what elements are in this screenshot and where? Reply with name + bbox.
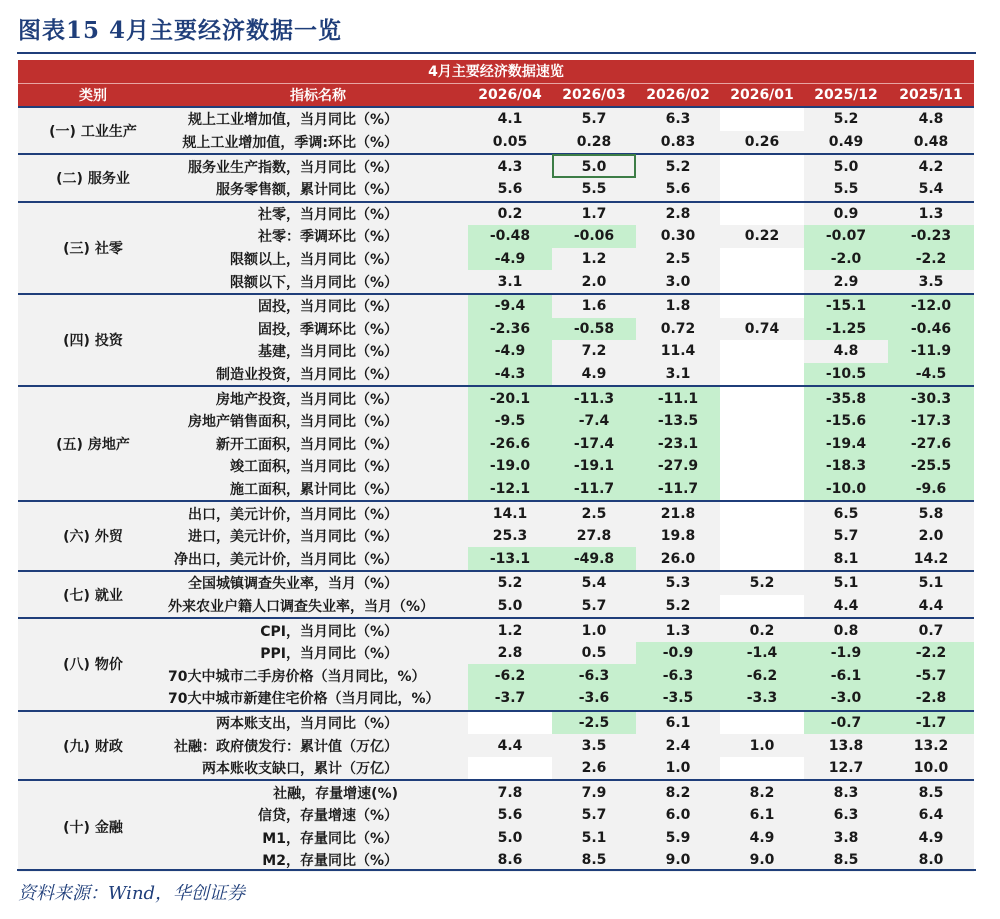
indicator-name: 出口，美元计价，当月同比（%） <box>168 501 468 525</box>
table-row <box>18 107 974 131</box>
value-cell: 0.72 <box>636 318 720 341</box>
value-cell: -2.36 <box>468 318 552 341</box>
value-cell: -11.3 <box>552 386 636 410</box>
value-cell: -7.4 <box>552 410 636 433</box>
value-cell: 5.7 <box>552 107 636 131</box>
indicator-name: M2，存量同比（%） <box>168 849 468 872</box>
value-cell: 21.8 <box>636 501 720 525</box>
column-header: 2026/04 <box>468 83 552 107</box>
value-cell: 0.22 <box>720 225 804 248</box>
value-cell: 3.5 <box>552 734 636 757</box>
value-cell: 3.1 <box>636 363 720 387</box>
value-cell <box>720 270 804 294</box>
value-cell: 2.0 <box>888 525 974 548</box>
value-cell: 6.5 <box>804 501 888 525</box>
value-cell: 5.5 <box>804 178 888 202</box>
value-cell: -6.1 <box>804 664 888 687</box>
value-cell: -0.58 <box>552 318 636 341</box>
table-row <box>18 571 974 595</box>
value-cell: 0.83 <box>636 131 720 155</box>
value-cell: 25.3 <box>468 525 552 548</box>
value-cell <box>720 154 804 178</box>
value-cell: 9.0 <box>636 849 720 872</box>
value-cell: -1.9 <box>804 642 888 665</box>
value-cell: 6.4 <box>888 804 974 827</box>
value-cell: -27.6 <box>888 433 974 456</box>
value-cell: 8.2 <box>720 780 804 804</box>
table-row <box>18 780 974 804</box>
value-cell: 8.0 <box>888 849 974 872</box>
value-cell: 5.6 <box>468 178 552 202</box>
value-cell: 0.5 <box>552 642 636 665</box>
value-cell: -3.3 <box>720 687 804 711</box>
indicator-name: 信贷，存量增速（%） <box>168 804 468 827</box>
value-cell: 6.1 <box>720 804 804 827</box>
header-row <box>18 83 974 107</box>
value-cell <box>720 248 804 271</box>
value-cell: 2.0 <box>552 270 636 294</box>
value-cell: -9.4 <box>468 294 552 318</box>
value-cell: 5.0 <box>804 154 888 178</box>
category-cell: (四) 投资 <box>18 294 168 386</box>
value-cell: -5.7 <box>888 664 974 687</box>
value-cell: 5.5 <box>552 178 636 202</box>
value-cell: 1.0 <box>720 734 804 757</box>
indicator-name: 规上工业增加值，当月同比（%） <box>168 107 468 131</box>
value-cell <box>468 757 552 781</box>
value-cell: 4.9 <box>552 363 636 387</box>
value-cell: -15.6 <box>804 410 888 433</box>
indicator-name: M1，存量同比（%） <box>168 827 468 850</box>
value-cell: -12.0 <box>888 294 974 318</box>
value-cell: 5.7 <box>552 804 636 827</box>
value-cell: 8.2 <box>636 780 720 804</box>
value-cell: 13.8 <box>804 734 888 757</box>
value-cell: 5.2 <box>804 107 888 131</box>
value-cell: 0.2 <box>468 202 552 226</box>
value-cell: 5.0 <box>552 154 636 178</box>
value-cell: -4.5 <box>888 363 974 387</box>
value-cell <box>720 202 804 226</box>
table-banner: 4月主要经济数据速览 <box>18 60 974 83</box>
indicator-name: 两本账支出，当月同比（%） <box>168 711 468 735</box>
column-header: 2026/01 <box>720 83 804 107</box>
column-header: 2026/03 <box>552 83 636 107</box>
indicator-name: 服务业生产指数，当月同比（%） <box>168 154 468 178</box>
value-cell: 1.0 <box>552 618 636 642</box>
value-cell: 0.8 <box>804 618 888 642</box>
indicator-name: 全国城镇调查失业率，当月（%） <box>168 571 468 595</box>
table-row <box>18 501 974 525</box>
value-cell <box>720 433 804 456</box>
value-cell <box>720 757 804 781</box>
value-cell: -1.7 <box>888 711 974 735</box>
value-cell: -6.3 <box>552 664 636 687</box>
value-cell: -3.7 <box>468 687 552 711</box>
value-cell: 5.4 <box>552 571 636 595</box>
figure-title: 图表15 4月主要经济数据一览 <box>18 17 343 44</box>
value-cell: 5.1 <box>552 827 636 850</box>
bottom-divider <box>17 869 976 871</box>
title-divider <box>17 52 976 54</box>
value-cell: -2.0 <box>804 248 888 271</box>
value-cell: 5.6 <box>468 804 552 827</box>
value-cell: -49.8 <box>552 547 636 571</box>
value-cell: 5.2 <box>636 154 720 178</box>
value-cell: 0.74 <box>720 318 804 341</box>
value-cell: -19.0 <box>468 455 552 478</box>
value-cell: -17.4 <box>552 433 636 456</box>
category-cell: (九) 财政 <box>18 711 168 781</box>
value-cell: 10.0 <box>888 757 974 781</box>
value-cell: 8.3 <box>804 780 888 804</box>
value-cell: 5.3 <box>636 571 720 595</box>
value-cell: 4.8 <box>804 340 888 363</box>
value-cell: 4.2 <box>888 154 974 178</box>
value-cell: 5.2 <box>636 595 720 619</box>
value-cell: 0.9 <box>804 202 888 226</box>
value-cell <box>720 455 804 478</box>
indicator-name: 竣工面积，当月同比（%） <box>168 455 468 478</box>
value-cell: 1.2 <box>468 618 552 642</box>
value-cell: -9.6 <box>888 478 974 502</box>
value-cell: 27.8 <box>552 525 636 548</box>
value-cell: -6.2 <box>720 664 804 687</box>
indicator-name: PPI，当月同比（%） <box>168 642 468 665</box>
indicator-name: 房地产投资，当月同比（%） <box>168 386 468 410</box>
value-cell: -0.06 <box>552 225 636 248</box>
value-cell: 19.8 <box>636 525 720 548</box>
value-cell: 1.2 <box>552 248 636 271</box>
value-cell: -10.5 <box>804 363 888 387</box>
column-header: 2025/12 <box>804 83 888 107</box>
value-cell: 5.0 <box>468 595 552 619</box>
value-cell: 9.0 <box>720 849 804 872</box>
value-cell: -3.6 <box>552 687 636 711</box>
value-cell: -10.0 <box>804 478 888 502</box>
value-cell: 7.2 <box>552 340 636 363</box>
value-cell: -3.5 <box>636 687 720 711</box>
value-cell <box>720 386 804 410</box>
value-cell: 3.0 <box>636 270 720 294</box>
value-cell: 8.6 <box>468 849 552 872</box>
value-cell: 14.1 <box>468 501 552 525</box>
indicator-name: 两本账收支缺口，累计（万亿） <box>168 757 468 781</box>
value-cell <box>720 178 804 202</box>
value-cell: -2.8 <box>888 687 974 711</box>
column-header: 2025/11 <box>888 83 974 107</box>
value-cell: -4.9 <box>468 340 552 363</box>
category-cell: (八) 物价 <box>18 618 168 710</box>
value-cell <box>720 363 804 387</box>
category-cell: (二) 服务业 <box>18 154 168 201</box>
value-cell: -2.5 <box>552 711 636 735</box>
indicator-name: CPI，当月同比（%） <box>168 618 468 642</box>
value-cell: -23.1 <box>636 433 720 456</box>
value-cell <box>720 595 804 619</box>
value-cell: -30.3 <box>888 386 974 410</box>
value-cell: 8.1 <box>804 547 888 571</box>
source-note: 资料来源：Wind，华创证券 <box>18 883 246 904</box>
category-cell: (三) 社零 <box>18 202 168 294</box>
value-cell: -15.1 <box>804 294 888 318</box>
value-cell: 1.3 <box>636 618 720 642</box>
value-cell <box>720 410 804 433</box>
indicator-name: 固投，当月同比（%） <box>168 294 468 318</box>
value-cell: 5.7 <box>552 595 636 619</box>
value-cell: 14.2 <box>888 547 974 571</box>
table-row <box>18 711 974 735</box>
value-cell: 1.7 <box>552 202 636 226</box>
value-cell: -6.3 <box>636 664 720 687</box>
indicator-name: 限额以上，当月同比（%） <box>168 248 468 271</box>
indicator-name: 70大中城市新建住宅价格（当月同比，%） <box>168 687 468 711</box>
value-cell: -20.1 <box>468 386 552 410</box>
value-cell: -0.23 <box>888 225 974 248</box>
value-cell: 2.8 <box>636 202 720 226</box>
value-cell: -27.9 <box>636 455 720 478</box>
value-cell: 1.6 <box>552 294 636 318</box>
value-cell: -11.9 <box>888 340 974 363</box>
value-cell: -9.5 <box>468 410 552 433</box>
economic-data-table <box>18 60 974 872</box>
value-cell: -0.48 <box>468 225 552 248</box>
value-cell: 4.4 <box>804 595 888 619</box>
value-cell <box>720 525 804 548</box>
value-cell: -1.4 <box>720 642 804 665</box>
indicator-name: 社零：季调环比（%） <box>168 225 468 248</box>
value-cell: 2.8 <box>468 642 552 665</box>
value-cell: -25.5 <box>888 455 974 478</box>
value-cell <box>720 711 804 735</box>
value-cell: 5.8 <box>888 501 974 525</box>
value-cell <box>468 711 552 735</box>
category-cell: (一) 工业生产 <box>18 107 168 154</box>
value-cell <box>720 340 804 363</box>
value-cell: -6.2 <box>468 664 552 687</box>
value-cell: 0.05 <box>468 131 552 155</box>
value-cell: -0.9 <box>636 642 720 665</box>
indicator-name: 基建，当月同比（%） <box>168 340 468 363</box>
value-cell <box>720 294 804 318</box>
value-cell: -0.46 <box>888 318 974 341</box>
indicator-name: 固投，季调环比（%） <box>168 318 468 341</box>
value-cell: 0.30 <box>636 225 720 248</box>
value-cell: -4.9 <box>468 248 552 271</box>
column-header: 类别 <box>18 83 168 107</box>
value-cell: -2.2 <box>888 248 974 271</box>
value-cell: 1.3 <box>888 202 974 226</box>
value-cell: -0.07 <box>804 225 888 248</box>
value-cell: 1.0 <box>636 757 720 781</box>
value-cell: 5.0 <box>468 827 552 850</box>
category-cell: (六) 外贸 <box>18 501 168 571</box>
value-cell: 7.9 <box>552 780 636 804</box>
value-cell: 2.6 <box>552 757 636 781</box>
value-cell: 5.2 <box>720 571 804 595</box>
category-cell: (五) 房地产 <box>18 386 168 501</box>
value-cell: -13.1 <box>468 547 552 571</box>
value-cell: -3.0 <box>804 687 888 711</box>
value-cell: 2.5 <box>552 501 636 525</box>
indicator-name: 施工面积，累计同比（%） <box>168 478 468 502</box>
indicator-name: 社融：政府债发行：累计值（万亿） <box>168 734 468 757</box>
value-cell: 4.9 <box>720 827 804 850</box>
value-cell: -11.1 <box>636 386 720 410</box>
value-cell: 2.5 <box>636 248 720 271</box>
table-row <box>18 294 974 318</box>
indicator-name: 净出口，美元计价，当月同比（%） <box>168 547 468 571</box>
value-cell: 5.4 <box>888 178 974 202</box>
value-cell: 0.7 <box>888 618 974 642</box>
table-row <box>18 154 974 178</box>
value-cell: 8.5 <box>888 780 974 804</box>
value-cell: 4.4 <box>468 734 552 757</box>
value-cell: -19.1 <box>552 455 636 478</box>
indicator-name: 限额以下，当月同比（%） <box>168 270 468 294</box>
column-header: 指标名称 <box>168 83 468 107</box>
value-cell: -2.2 <box>888 642 974 665</box>
category-cell: (十) 金融 <box>18 780 168 871</box>
indicator-name: 房地产销售面积，当月同比（%） <box>168 410 468 433</box>
value-cell <box>720 107 804 131</box>
value-cell: 5.1 <box>804 571 888 595</box>
value-cell: 12.7 <box>804 757 888 781</box>
value-cell: 7.8 <box>468 780 552 804</box>
value-cell: 4.8 <box>888 107 974 131</box>
value-cell: 5.1 <box>888 571 974 595</box>
value-cell: -26.6 <box>468 433 552 456</box>
value-cell: -17.3 <box>888 410 974 433</box>
table-row <box>18 386 974 410</box>
value-cell: 4.3 <box>468 154 552 178</box>
value-cell: -11.7 <box>552 478 636 502</box>
value-cell: 6.3 <box>636 107 720 131</box>
value-cell: 6.1 <box>636 711 720 735</box>
value-cell <box>720 478 804 502</box>
value-cell: 8.5 <box>804 849 888 872</box>
value-cell: 0.49 <box>804 131 888 155</box>
category-cell: (七) 就业 <box>18 571 168 618</box>
value-cell: 4.4 <box>888 595 974 619</box>
value-cell: -4.3 <box>468 363 552 387</box>
indicator-name: 进口，美元计价，当月同比（%） <box>168 525 468 548</box>
value-cell <box>720 501 804 525</box>
value-cell <box>720 547 804 571</box>
value-cell: -19.4 <box>804 433 888 456</box>
value-cell: 5.6 <box>636 178 720 202</box>
value-cell: 2.9 <box>804 270 888 294</box>
value-cell: -18.3 <box>804 455 888 478</box>
value-cell: 0.26 <box>720 131 804 155</box>
value-cell: 4.1 <box>468 107 552 131</box>
column-header: 2026/02 <box>636 83 720 107</box>
value-cell: -0.7 <box>804 711 888 735</box>
value-cell: 5.9 <box>636 827 720 850</box>
value-cell: 5.7 <box>804 525 888 548</box>
table-row <box>18 618 974 642</box>
value-cell: 0.28 <box>552 131 636 155</box>
indicator-name: 社零，当月同比（%） <box>168 202 468 226</box>
indicator-name: 规上工业增加值，季调:环比（%） <box>168 131 468 155</box>
indicator-name: 新开工面积，当月同比（%） <box>168 433 468 456</box>
value-cell: 3.5 <box>888 270 974 294</box>
value-cell: 13.2 <box>888 734 974 757</box>
value-cell: 11.4 <box>636 340 720 363</box>
value-cell: 0.2 <box>720 618 804 642</box>
value-cell: 8.5 <box>552 849 636 872</box>
value-cell: 3.1 <box>468 270 552 294</box>
value-cell: -12.1 <box>468 478 552 502</box>
indicator-name: 制造业投资，当月同比（%） <box>168 363 468 387</box>
value-cell: 2.4 <box>636 734 720 757</box>
indicator-name: 70大中城市二手房价格（当月同比，%） <box>168 664 468 687</box>
value-cell: 4.9 <box>888 827 974 850</box>
value-cell: 3.8 <box>804 827 888 850</box>
value-cell: 5.2 <box>468 571 552 595</box>
value-cell: 0.48 <box>888 131 974 155</box>
indicator-name: 外来农业户籍人口调查失业率，当月（%） <box>168 595 468 619</box>
value-cell: 1.8 <box>636 294 720 318</box>
indicator-name: 社融，存量增速(%) <box>168 780 468 804</box>
value-cell: 6.3 <box>804 804 888 827</box>
value-cell: 26.0 <box>636 547 720 571</box>
table-row <box>18 202 974 226</box>
value-cell: -11.7 <box>636 478 720 502</box>
value-cell: -1.25 <box>804 318 888 341</box>
value-cell: -13.5 <box>636 410 720 433</box>
value-cell: -35.8 <box>804 386 888 410</box>
value-cell: 6.0 <box>636 804 720 827</box>
indicator-name: 服务零售额，累计同比（%） <box>168 178 468 202</box>
